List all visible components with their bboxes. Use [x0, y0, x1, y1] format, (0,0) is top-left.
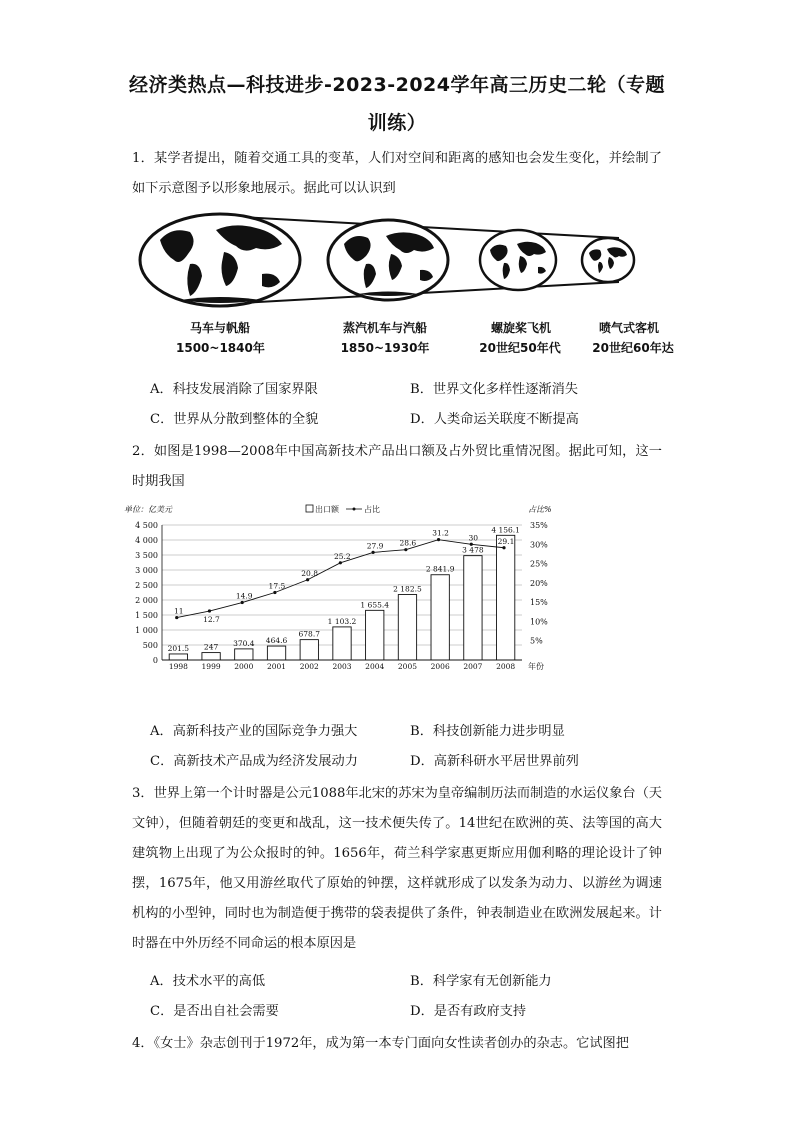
- share-value-label: 17.5: [268, 581, 286, 591]
- legend-bar-swatch: [306, 505, 313, 512]
- q3-option-a[interactable]: A．技术水平的高低: [150, 974, 266, 989]
- caption-years-2: 1850~1930年: [340, 341, 430, 355]
- q2-option-c[interactable]: C．高新技术产品成为经济发展动力: [150, 754, 358, 769]
- bar-value-label: 370.4: [233, 638, 255, 648]
- caption-mode-1: 马车与帆船: [189, 321, 250, 335]
- share-point: [502, 546, 505, 549]
- bar: [464, 556, 482, 660]
- question-3-stem: 3．世界上第一个计时器是公元1088年北宋的苏宋为皇帝编制历法而制造的水运仪象台（天文钟），但随着朝廷的变更和战乱，这一技术便失传了。14世纪在欧洲的英、法等国的高大建筑物上出现了为公众报时的钟。1656年，荷兰科学家惠更斯应用伽利略的理论设计了钟摆，1675年，他又用游丝取代了原始的钟摆，这样就形成了以发条为动力、以游丝为调速机构的小型钟，同时也为制造便于携带的袋表提供了条件，钟表制造业在欧洲发展起来。计时器在中外历经不同命运的根本原因是: [132, 786, 662, 951]
- chart-unit-right: 占比%: [528, 505, 552, 514]
- q2-option-d[interactable]: D．高新科研水平居世界前列: [410, 754, 579, 769]
- bar-value-label: 201.5: [167, 643, 190, 653]
- bar: [300, 640, 318, 660]
- globe-4: [582, 238, 634, 282]
- y-left-tick-label: 4 000: [135, 536, 158, 545]
- bar-value-label: 678.7: [298, 629, 321, 639]
- share-value-label: 31.2: [432, 528, 449, 538]
- y-left-tick-label: 500: [142, 641, 158, 650]
- y-left-tick-label: 4 500: [135, 521, 158, 530]
- x-tick-label: 2005: [397, 662, 418, 671]
- y-right-tick-label: 10%: [530, 617, 548, 627]
- share-point: [371, 551, 374, 554]
- bar: [333, 627, 351, 660]
- share-point: [339, 561, 342, 564]
- x-tick-label: 2000: [234, 662, 254, 671]
- x-tick-label: 2008: [496, 662, 516, 671]
- question-1-stem: 1．某学者提出，随着交通工具的变革，人们对空间和距离的感知也会发生变化，并绘制了如下示意图予以形象地展示。据此可以认识到: [132, 151, 662, 196]
- y-right-tick-label: 25%: [530, 559, 548, 569]
- share-value-label: 25.2: [334, 551, 351, 561]
- caption-years-4: 20世纪60年达: [592, 341, 674, 355]
- bar-value-label: 1 103.2: [327, 616, 357, 626]
- bar-value-label: 4 156.1: [491, 525, 520, 535]
- bar: [366, 610, 384, 660]
- share-point: [208, 609, 211, 612]
- caption-years-3: 20世纪50年代: [479, 341, 561, 355]
- caption-mode-2: 蒸汽机车与汽船: [342, 321, 427, 335]
- bar-value-label: 2 182.5: [393, 584, 422, 594]
- q3-option-c[interactable]: C．是否出自社会需要: [150, 1004, 279, 1019]
- globe-3: [480, 230, 556, 290]
- bar: [235, 649, 253, 660]
- title-line-1: 经济类热点—科技进步-2023-2024学年高三历史二轮（专题: [128, 74, 666, 96]
- x-tick-label: 2004: [365, 662, 385, 671]
- bar: [496, 535, 514, 660]
- q1-globe-figure: [138, 210, 648, 310]
- bar-value-label: 247: [203, 642, 219, 652]
- document-title: [100, 66, 694, 142]
- legend-bar-label: 出口额: [315, 505, 339, 514]
- legend-line-marker: [353, 508, 356, 511]
- bar-value-label: 3 478: [462, 545, 484, 555]
- legend-line-label: 占比: [364, 505, 380, 514]
- q2-export-chart: [118, 500, 558, 680]
- q2-option-a[interactable]: A．高新科技产业的国际竞争力强大: [150, 724, 358, 739]
- x-tick-label: 2002: [299, 662, 319, 671]
- share-value-label: 29.1: [497, 536, 515, 546]
- globe-2: [328, 220, 448, 300]
- share-value-label: 27.9: [366, 541, 384, 551]
- y-left-tick-label: 3 500: [135, 551, 158, 560]
- q3-option-b[interactable]: B．科学家有无创新能力: [410, 974, 552, 989]
- x-tick-label: 2003: [332, 662, 352, 671]
- q1-option-c[interactable]: C．世界从分散到整体的全貌: [150, 412, 319, 427]
- chart-unit-left: 单位：亿美元: [124, 505, 172, 514]
- share-value-label: 28.6: [399, 538, 417, 548]
- caption-mode-4: 喷气式客机: [598, 321, 659, 335]
- y-left-tick-label: 0: [152, 656, 158, 665]
- q1-option-a[interactable]: A．科技发展消除了国家界限: [150, 382, 318, 397]
- caption-years-1: 1500~1840年: [176, 341, 265, 355]
- q1-option-b[interactable]: B．世界文化多样性逐渐消失: [410, 382, 578, 397]
- y-right-tick-label: 20%: [530, 578, 548, 588]
- bar: [431, 575, 449, 660]
- bar: [267, 646, 285, 660]
- share-value-label: 30: [468, 533, 479, 543]
- x-tick-label: 2007: [463, 662, 483, 671]
- share-value-label: 12.7: [203, 615, 220, 625]
- y-left-tick-label: 1 500: [135, 611, 158, 620]
- share-point: [470, 543, 473, 546]
- y-right-tick-label: 35%: [530, 521, 548, 530]
- y-left-tick-label: 1 000: [135, 626, 158, 635]
- share-point: [175, 616, 178, 619]
- share-value-label: 11: [173, 606, 184, 616]
- caption-mode-3: 螺旋桨飞机: [490, 321, 551, 335]
- question-4-stem: 4．《女士》杂志创刊于1972年，成为第一本专门面向女性读者创办的杂志。它试图把: [132, 1036, 629, 1051]
- share-point: [404, 548, 407, 551]
- x-tick-label: 1998: [168, 662, 188, 671]
- q1-option-d[interactable]: D．人类命运关联度不断提高: [410, 412, 579, 427]
- question-2-stem: 2．如图是1998—2008年中国高新技术产品出口额及占外贸比重情况图。据此可知，这一时期我国: [132, 444, 662, 489]
- globe-1: [140, 214, 300, 306]
- y-right-tick-label: 5%: [530, 636, 543, 646]
- share-point: [273, 591, 276, 594]
- y-left-tick-label: 3 000: [135, 566, 158, 575]
- bar-value-label: 2 841.9: [425, 564, 455, 574]
- y-left-tick-label: 2 000: [135, 596, 158, 605]
- share-point: [306, 578, 309, 581]
- chart-x-axis-label: 年份: [528, 662, 544, 671]
- x-tick-label: 1999: [201, 662, 221, 671]
- share-value-label: 20.8: [301, 568, 318, 578]
- share-value-label: 14.9: [235, 591, 253, 601]
- y-right-tick-label: 15%: [530, 598, 548, 608]
- y-right-tick-label: 30%: [530, 540, 548, 550]
- bar: [202, 653, 220, 660]
- share-point: [437, 538, 440, 541]
- q2-option-b[interactable]: B．科技创新能力进步明显: [410, 724, 565, 739]
- title-line-2: 训练）: [367, 112, 427, 134]
- y-left-tick-label: 2 500: [135, 581, 158, 590]
- bar: [398, 595, 416, 660]
- chart-legend: [306, 504, 380, 514]
- bar-value-label: 464.6: [265, 636, 288, 646]
- x-tick-label: 2001: [266, 662, 287, 671]
- bar: [169, 654, 187, 660]
- q3-option-d[interactable]: D．是否有政府支持: [410, 1004, 527, 1019]
- bar-value-label: 1 655.4: [360, 600, 390, 610]
- share-point: [241, 601, 244, 604]
- x-tick-label: 2006: [430, 662, 450, 671]
